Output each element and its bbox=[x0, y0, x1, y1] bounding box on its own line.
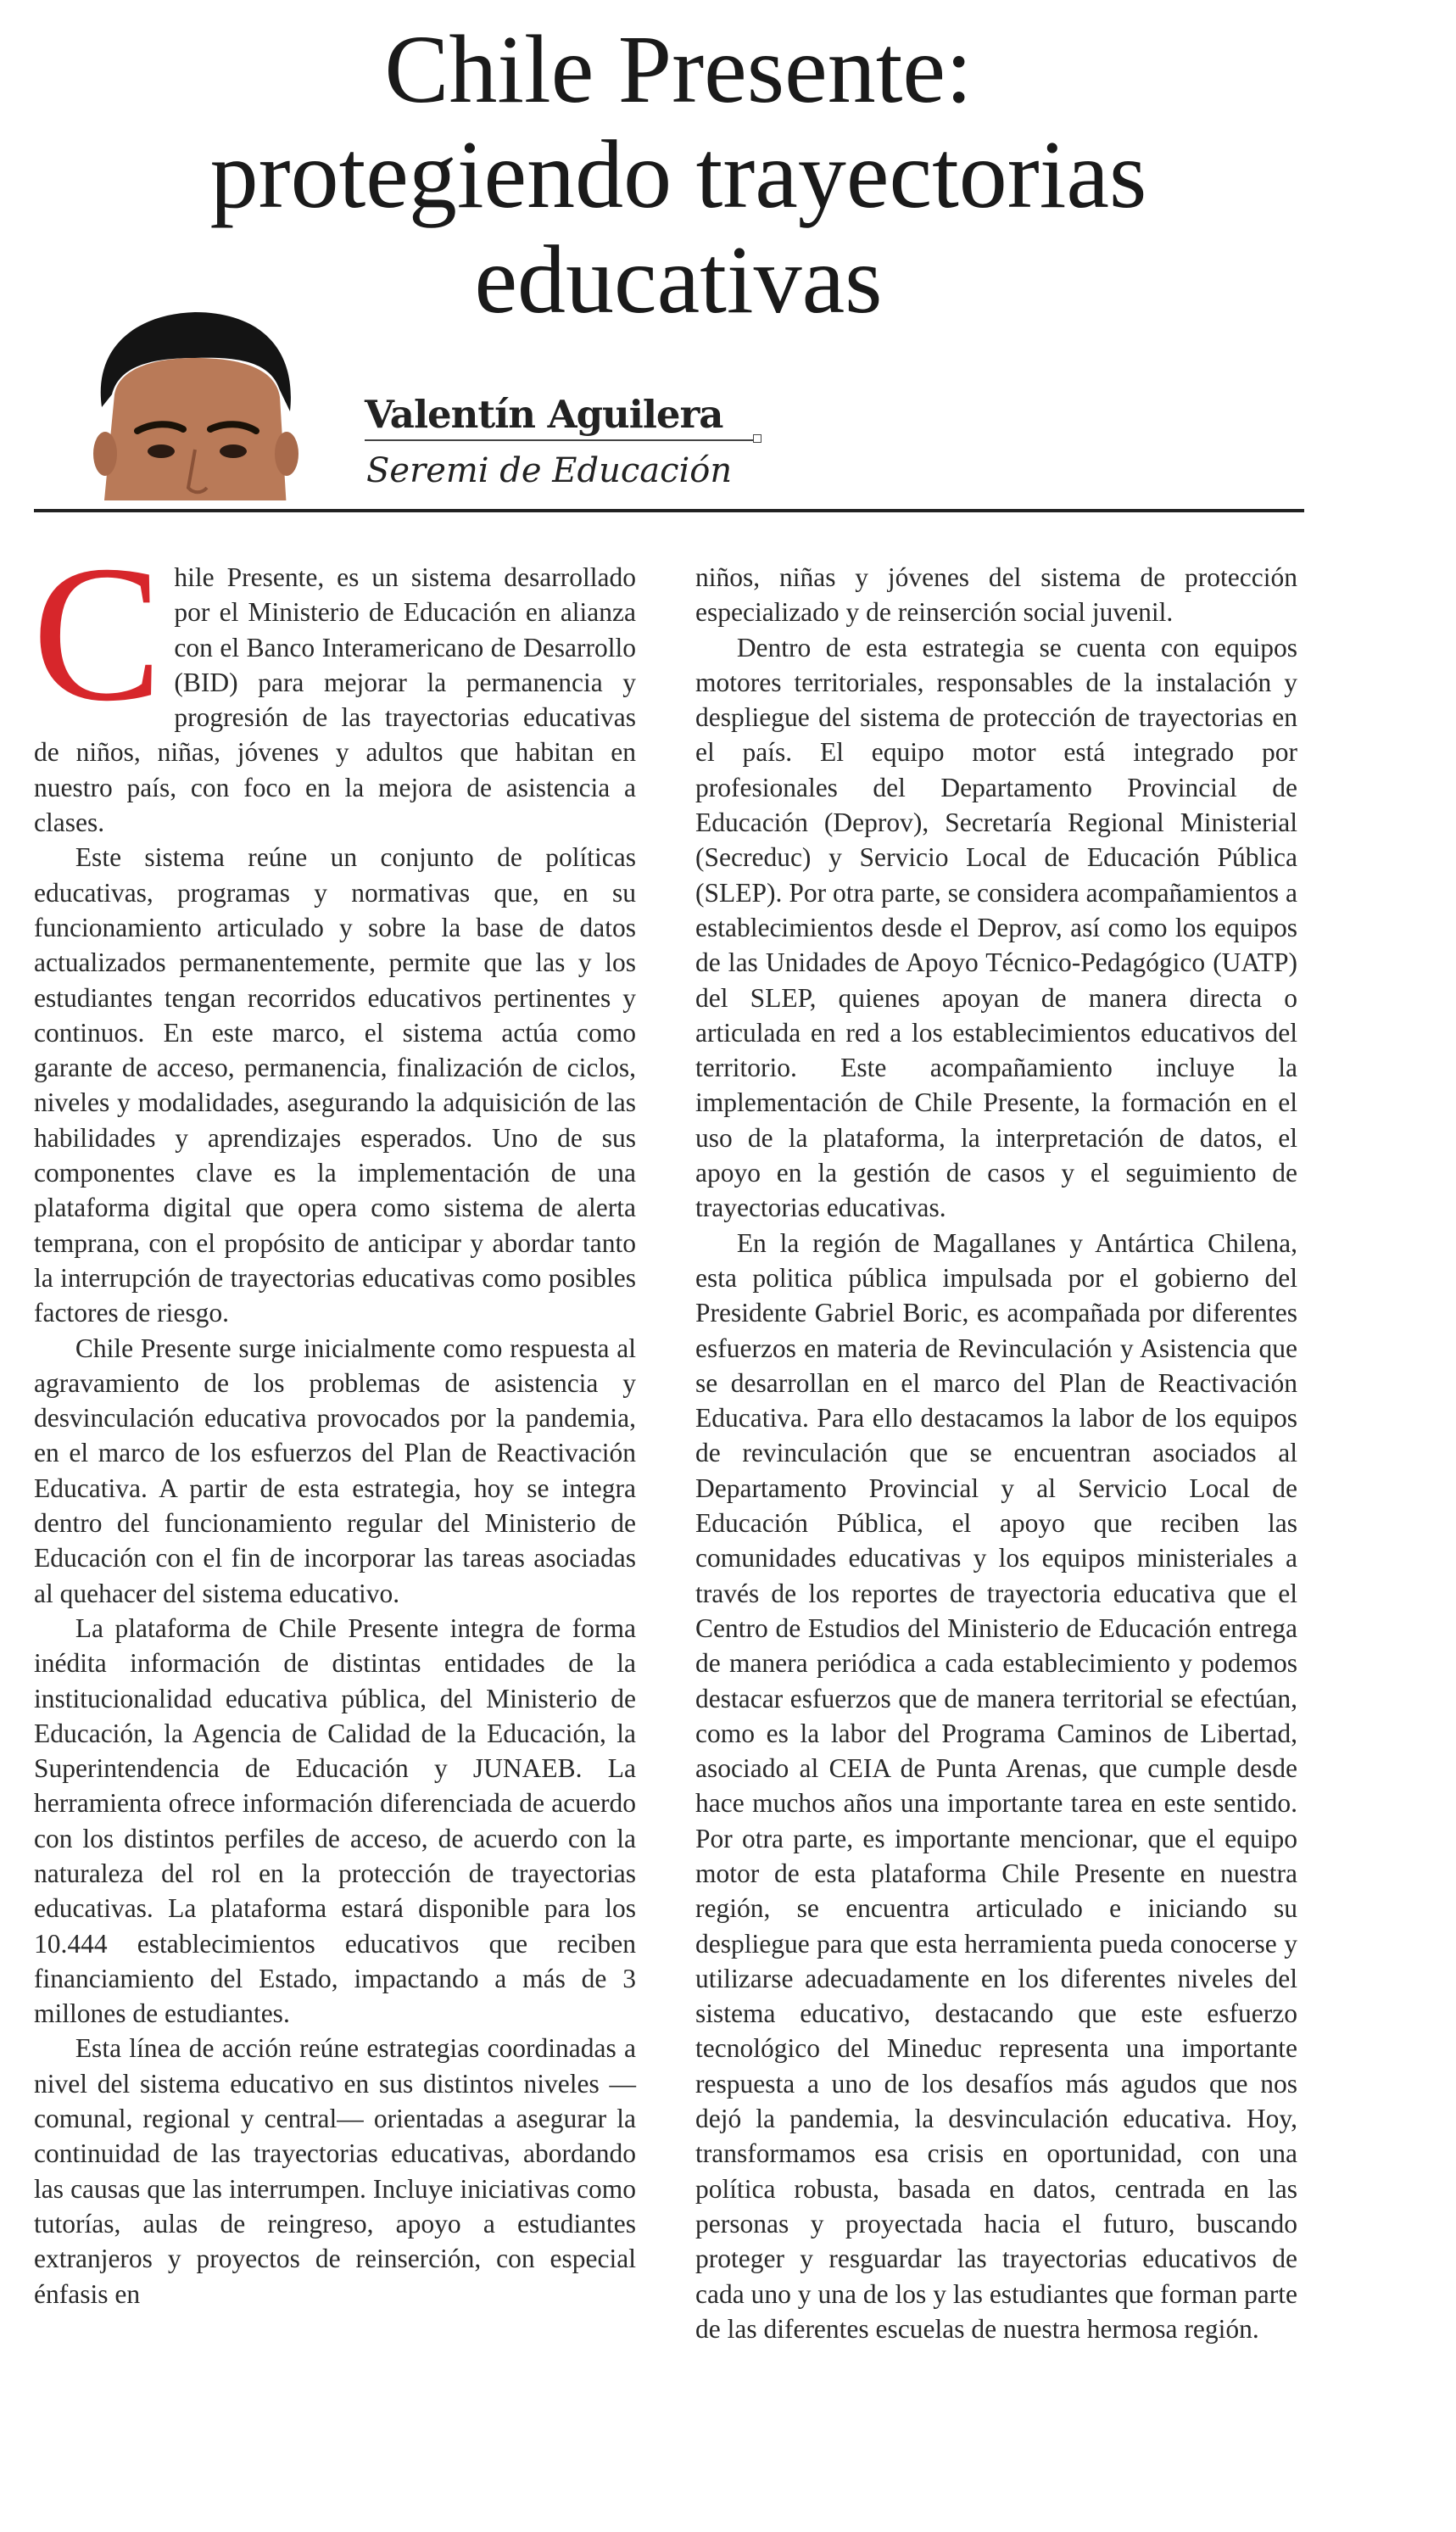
article-paragraph: Este sistema reúne un conjunto de políticas educativas, programas y normativas que, en su funcionamiento articulado y sobre la base de datos actualizados permanentemente, permite que las y los estudiantes tengan recorridos educativos pertinentes y continuos. En este marco, el sistema actúa como garante de acceso, permanencia, finalización de ciclos, niveles y modalidades, asegurando la adquisición de las habilidades y aprendizajes esperados. Uno de sus componentes clave es la implementación de una plataforma digital que opera como sistema de alerta temprana, con el propósito de anticipar y abordar tanto la interrupción de trayectorias educativas como posibles factores de riesgo. bbox=[34, 842, 636, 1328]
article-paragraph: Dentro de esta estrategia se cuenta con equipos motores territoriales, responsables de la instalación y despliegue del sistema de protección de trayectorias en el país. El equipo motor está integrado por profesionales del Departamento Provincial de Educación (Deprov), Secretaría Regional Ministerial (Secreduc) y Servicio Local de Educación Pública (SLEP). Por otra parte, se considera acompañamientos a establecimientos desde el Deprov, así como los equipos de las Unidades de Apoyo Técnico-Pedagógico (UATP) del SLEP, quienes apoyan de manera directa o articulada en red a los establecimientos educativos del territorio. Este acompañamiento incluye la implementación de Chile Presente, la formación en el uso de la plataforma, la interpretación de datos, el apoyo en la gestión de casos y el seguimiento de trayectorias educativas. bbox=[695, 632, 1297, 1223]
author-name: Valentín Aguilera bbox=[365, 392, 723, 437]
headline-line-2: protegiendo trayectorias bbox=[209, 120, 1147, 228]
author-photo bbox=[68, 297, 322, 509]
author-role: Seremi de Educación bbox=[366, 451, 733, 490]
article-paragraph: niños, niñas y jóvenes del sistema de protección especializado y de reinserción social juvenil. bbox=[695, 562, 1297, 628]
headline-line-1: Chile Presente: bbox=[384, 15, 973, 123]
article-paragraph: En la región de Magallanes y Antártica Chilena, esta politica pública impulsada por el gobierno del Presidente Gabriel Boric, es acompañada por diferentes esfuerzos en materia de Revinculación y Asistencia que se desarrollan en el marco del Plan de Reactivación Educativa. Para ello destacamos la labor de los equipos de revinculación que se encuentran asociados al Departamento Provincial y al Servicio Local de Educación Pública, el apoyo que reciben las comunidades educativas y los equipos ministeriales a través de los reportes de trayectoria educativa que el Centro de Estudios del Ministerio de Educación entrega de manera periódica a cada establecimiento y podemos destacar esfuerzos que de manera territorial se efectúan, como es la labor del Programa Caminos de Libertad, asociado al CEIA de Punta Arenas, que cumple desde hace muchos años una importante tarea en este sentido. Por otra parte, es importante mencionar, que el equipo motor de esta plataforma Chile Presente en nuestra región, se encuentra articulado e iniciando su despliegue para que esta herramienta pueda conocerse y utilizarse adecuadamente en los diferentes niveles del sistema educativo, destacando que este esfuerzo tecnológico del Mineduc representa una importante respuesta a uno de los desafíos más agudos que nos dejó la pandemia, la desvinculación educativa. Hoy, transformamos esa crisis en oportunidad, con una política robusta, basada en datos, centrada en las personas y proyectada hacia el futuro, buscando proteger y resguardar las trayectorias educativos de cada uno y una de los y las estudiantes que forman parte de las diferentes escuelas de nuestra hermosa región. bbox=[695, 1227, 1297, 2344]
article-paragraph: Esta línea de acción reúne estrategias coordinadas a nivel del sistema educativo en sus distintos niveles —comunal, regional y central— orientadas a asegurar la continuidad de las trayectorias educativas, abordando las causas que las interrumpen. Incluye iniciativas como tutorías, aulas de reingreso, apoyo a estudiantes extranjeros y proyectos de reinserción, con especial énfasis en bbox=[34, 2033, 636, 2309]
author-underline bbox=[365, 439, 756, 441]
article-headline bbox=[34, 17, 1323, 333]
article-paragraph: Chile Presente, es un sistema desarrollado por el Ministerio de Educación en alianza con el Banco Interamericano de Desarrollo (BID) para mejorar la permanencia y progresión de las trayectorias educativas de niños, niñas, jóvenes y adultos que habitan en nuestro país, con foco en la mejora de asistencia a clases. bbox=[32, 525, 636, 838]
author-rule-end-mark bbox=[753, 434, 761, 443]
header-divider bbox=[34, 509, 1304, 512]
article-paragraph: La plataforma de Chile Presente integra de forma inédita información de distintas entidades de la institucionalidad educativa pública, del Ministerio de Educación, la Agencia de Calidad de la Educación, la Superintendencia de Educación y JUNAEB. La herramienta ofrece información diferenciada de acuerdo con los distintos perfiles de acceso, de acuerdo con la naturaleza del rol en la protección de trayectorias educativas. La plataforma estará disponible para los 10.444 establecimientos educativos que reciben financiamiento del Estado, impactando a más de 3 millones de estudiantes. bbox=[34, 1613, 636, 2029]
drop-cap: C bbox=[32, 525, 163, 741]
headline-line-3: educativas bbox=[474, 226, 883, 333]
article-column-left bbox=[32, 525, 636, 2311]
article-paragraph: Chile Presente surge inicialmente como respuesta al agravamiento de los problemas de asistencia y desvinculación educativa provocados por la pandemia, en el marco de los esfuerzos del Plan de Reactivación Educativa. A partir de esta estrategia, hoy se integra dentro del funcionamiento regular del Ministerio de Educación con el fin de incorporar las tareas asociadas al quehacer del sistema educativo. bbox=[34, 1333, 636, 1608]
article-column-right bbox=[695, 560, 1297, 2346]
